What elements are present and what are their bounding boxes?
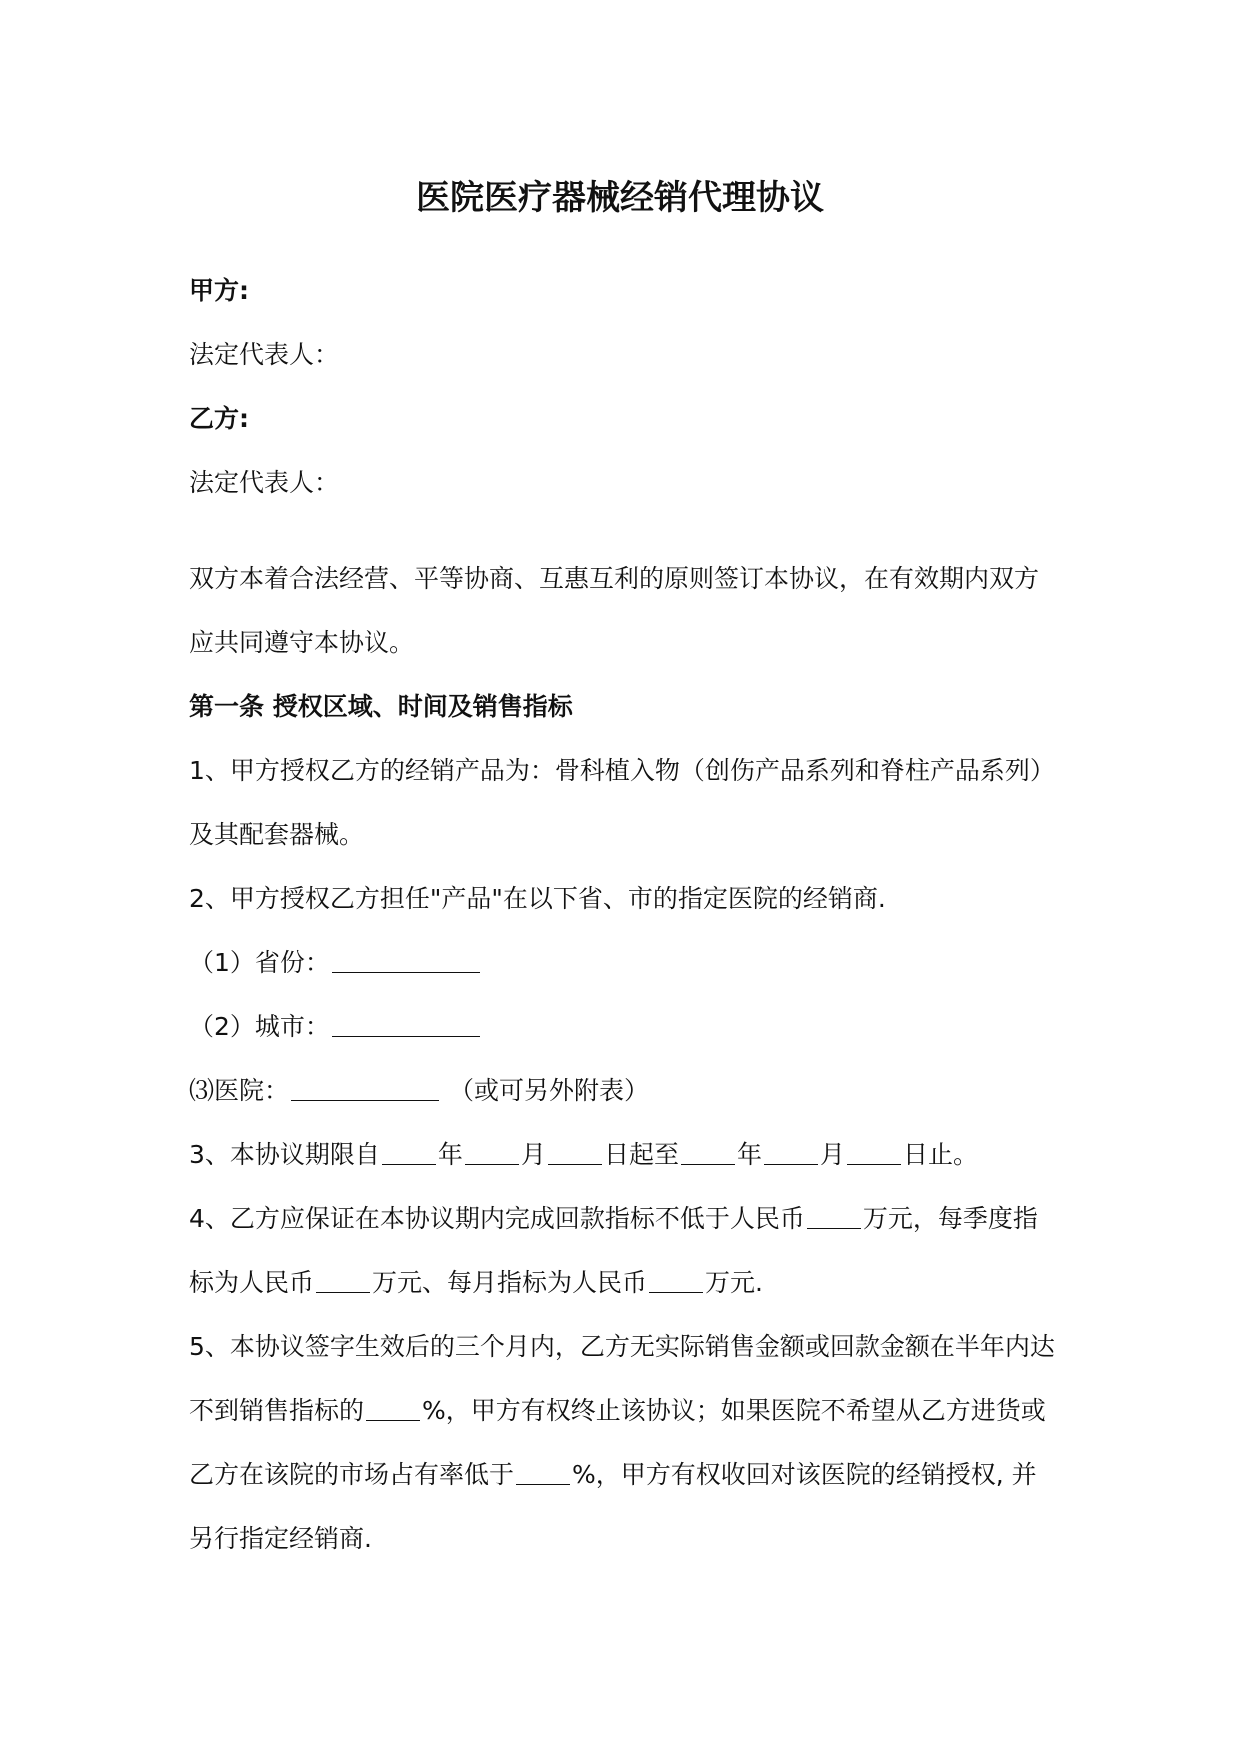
clause-5-text-3b: %，甲方有权收回对该医院的经销授权, 并 (572, 1460, 1037, 1489)
preamble-line-1: 双方本着合法经营、平等协商、互惠互利的原则签订本协议，在有效期内双方 (189, 564, 1040, 593)
clause-3-term (189, 1138, 1090, 1172)
end-month-blank[interactable] (764, 1138, 818, 1165)
city-label: （2）城市： (189, 1012, 330, 1041)
clause-2-line-1: 2、甲方授权乙方担任"产品"在以下省、市的指定医院的经销商. (189, 884, 886, 913)
clause-4-text-5: 万元. (705, 1268, 763, 1297)
start-year-blank[interactable] (382, 1138, 436, 1165)
clause-4-line-1 (189, 1202, 1090, 1236)
clause-4-text-2: 万元，每季度指 (862, 1204, 1038, 1233)
clause-1-line-1: 1、甲方授权乙方的经销产品为：骨科植入物（创伤产品系列和脊柱产品系列） (189, 756, 1055, 785)
end-year-label: 年 (736, 1140, 762, 1169)
city-field-row (189, 1010, 1090, 1044)
sales-percent-blank[interactable] (366, 1394, 420, 1421)
end-day-label: 日止。 (903, 1140, 979, 1169)
document-title: 医院医疗器械经销代理协议 (416, 178, 824, 218)
quarterly-target-blank[interactable] (316, 1266, 370, 1293)
province-field-row (189, 946, 1090, 980)
market-share-percent-blank[interactable] (516, 1458, 570, 1485)
clause-4-text-4: 万元、每月指标为人民币 (372, 1268, 648, 1297)
party-b-label: 乙方: (189, 404, 249, 433)
clause-1-line-2: 及其配套器械。 (189, 820, 365, 849)
party-a-representative: 法定代表人： (189, 340, 340, 369)
province-blank[interactable] (332, 946, 480, 973)
end-year-blank[interactable] (681, 1138, 735, 1165)
start-month-blank[interactable] (465, 1138, 519, 1165)
clause-5-line-2 (189, 1394, 1090, 1428)
clause-5-line-3 (189, 1458, 1090, 1492)
start-day-label: 日起至 (603, 1140, 679, 1169)
clause-4-text-3: 标为人民币 (189, 1268, 315, 1297)
hospital-label: ⑶医院： (189, 1076, 290, 1105)
start-month-label: 月 (520, 1140, 546, 1169)
clause-5-line-1: 5、本协议签字生效后的三个月内，乙方无实际销售金额或回款金额在半年内达 (189, 1332, 1055, 1361)
party-b-representative: 法定代表人： (189, 468, 340, 497)
clause-5-text-3a: 乙方在该院的市场占有率低于 (189, 1460, 515, 1489)
start-year-label: 年 (437, 1140, 463, 1169)
clause-5-line-4: 另行指定经销商. (189, 1524, 372, 1553)
hospital-note: （或可另外附表） (448, 1076, 649, 1105)
start-day-blank[interactable] (548, 1138, 602, 1165)
article-1-heading: 第一条 授权区域、时间及销售指标 (189, 692, 573, 721)
monthly-target-blank[interactable] (649, 1266, 703, 1293)
party-a-label: 甲方: (189, 276, 249, 305)
clause-5-text-2a: 不到销售指标的 (189, 1396, 365, 1425)
end-day-blank[interactable] (847, 1138, 901, 1165)
hospital-blank[interactable] (291, 1074, 439, 1101)
hospital-field-row (189, 1074, 1090, 1108)
total-target-blank[interactable] (807, 1202, 861, 1229)
city-blank[interactable] (332, 1010, 480, 1037)
end-month-label: 月 (819, 1140, 845, 1169)
province-label: （1）省份： (189, 948, 330, 977)
clause-4-line-2 (189, 1266, 1090, 1300)
clause-4-text-1: 4、乙方应保证在本协议期内完成回款指标不低于人民币 (189, 1204, 805, 1233)
term-prefix: 3、本协议期限自 (189, 1140, 380, 1169)
clause-5-text-2b: %，甲方有权终止该协议；如果医院不希望从乙方进货或 (422, 1396, 1046, 1425)
preamble-line-2: 应共同遵守本协议。 (189, 628, 415, 657)
